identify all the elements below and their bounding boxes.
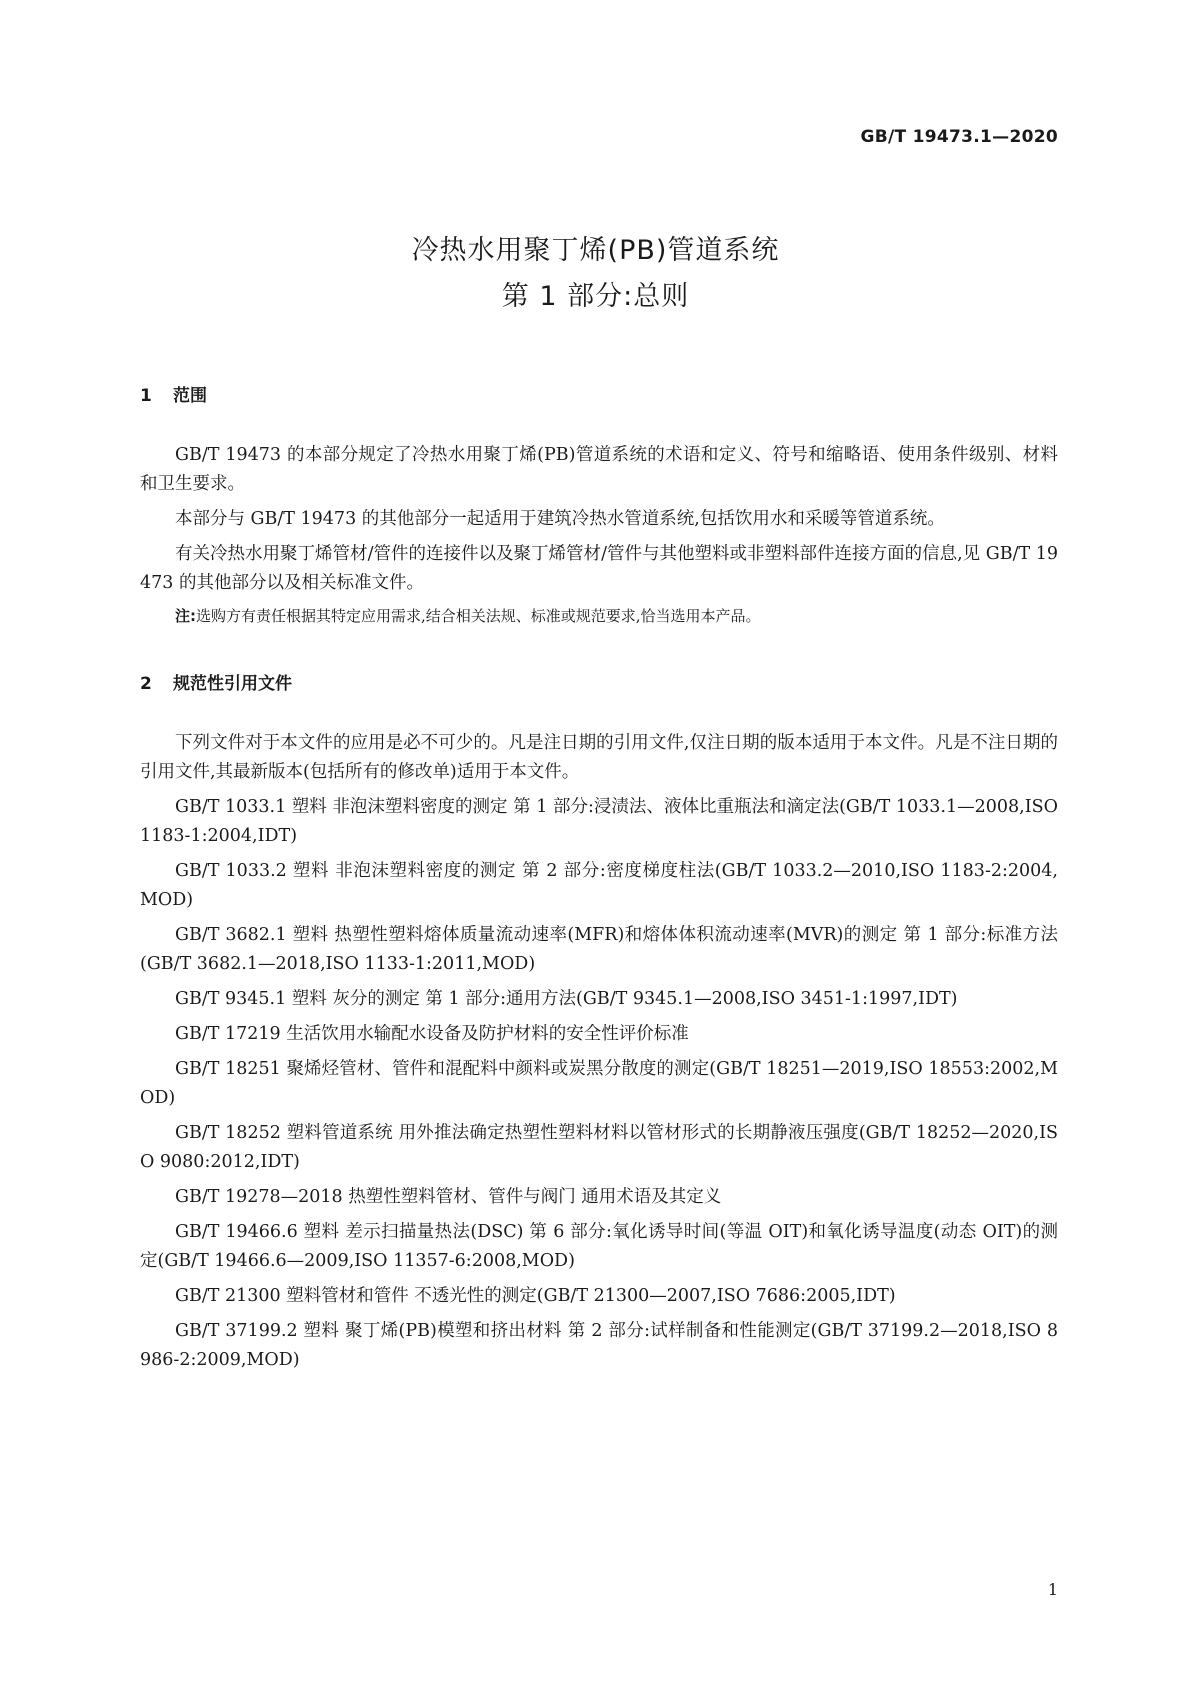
document-body	[140, 382, 1058, 1381]
reference-item: GB/T 21300 塑料管材和管件 不透光性的测定(GB/T 21300—2007,ISO 7686:2005,IDT)	[175, 1286, 896, 1306]
section-1-paragraph: 本部分与 GB/T 19473 的其他部分一起适用于建筑冷热水管道系统,包括饮用水和采暖等管道系统。	[175, 509, 945, 529]
document-title	[0, 228, 1191, 320]
section-1-paragraph: GB/T 19473 的本部分规定了冷热水用聚丁烯(PB)管道系统的术语和定义、符号和缩略语、使用条件级别、材料和卫生要求。	[140, 445, 1058, 494]
section-2-number: 2	[140, 674, 152, 694]
section-2-heading	[140, 670, 1058, 699]
reference-item: GB/T 1033.2 塑料 非泡沫塑料密度的测定 第 2 部分:密度梯度柱法(GB/T 1033.2—2010,ISO 1183-2:2004,MOD)	[140, 861, 1058, 910]
title-line-1: 冷热水用聚丁烯(PB)管道系统	[411, 235, 780, 266]
standard-number: GB/T 19473.1—2020	[860, 127, 1058, 147]
page-number: 1	[1047, 1580, 1058, 1599]
reference-item: GB/T 19466.6 塑料 差示扫描量热法(DSC) 第 6 部分:氧化诱导时间(等温 OIT)和氧化诱导温度(动态 OIT)的测定(GB/T 19466.6—2009,ISO 11357-6:2008,MOD)	[140, 1222, 1058, 1271]
title-line-2: 第 1 部分:总则	[501, 281, 690, 312]
section-2-intro: 下列文件对于本文件的应用是必不可少的。凡是注日期的引用文件,仅注日期的版本适用于本文件。凡是不注日期的引用文件,其最新版本(包括所有的修改单)适用于本文件。	[140, 733, 1058, 782]
reference-item: GB/T 18252 塑料管道系统 用外推法确定热塑性塑料材料以管材形式的长期静液压强度(GB/T 18252—2020,ISO 9080:2012,IDT)	[140, 1123, 1058, 1172]
reference-item: GB/T 9345.1 塑料 灰分的测定 第 1 部分:通用方法(GB/T 9345.1—2008,ISO 3451-1:1997,IDT)	[175, 989, 958, 1009]
reference-item: GB/T 37199.2 塑料 聚丁烯(PB)模塑和挤出材料 第 2 部分:试样制备和性能测定(GB/T 37199.2—2018,ISO 8986-2:2009,MOD)	[140, 1321, 1058, 1370]
section-1-paragraph: 有关冷热水用聚丁烯管材/管件的连接件以及聚丁烯管材/管件与其他塑料或非塑料部件连接方面的信息,见 GB/T 19473 的其他部分以及相关标准文件。	[140, 544, 1058, 593]
reference-item: GB/T 17219 生活饮用水输配水设备及防护材料的安全性评价标准	[175, 1024, 689, 1044]
section-2-title: 规范性引用文件	[173, 674, 292, 694]
reference-item: GB/T 19278—2018 热塑性塑料管材、管件与阀门 通用术语及其定义	[175, 1187, 722, 1207]
reference-item: GB/T 18251 聚烯烃管材、管件和混配料中颜料或炭黑分散度的测定(GB/T 18251—2019,ISO 18553:2002,MOD)	[140, 1059, 1058, 1108]
section-1-note	[175, 604, 1058, 628]
reference-item: GB/T 3682.1 塑料 热塑性塑料熔体质量流动速率(MFR)和熔体体积流动速率(MVR)的测定 第 1 部分:标准方法(GB/T 3682.1—2018,ISO 1133-1:2011,MOD)	[140, 925, 1058, 974]
note-text: 选购方有责任根据其特定应用需求,结合相关法规、标准或规范要求,恰当选用本产品。	[196, 607, 761, 625]
note-label: 注:	[175, 607, 196, 625]
section-1-title: 范围	[173, 386, 207, 406]
section-1-number: 1	[140, 386, 152, 406]
reference-list	[140, 793, 1058, 1375]
section-1-heading	[140, 382, 1058, 411]
reference-item: GB/T 1033.1 塑料 非泡沫塑料密度的测定 第 1 部分:浸渍法、液体比重瓶法和滴定法(GB/T 1033.1—2008,ISO 1183-1:2004,IDT)	[140, 797, 1058, 846]
